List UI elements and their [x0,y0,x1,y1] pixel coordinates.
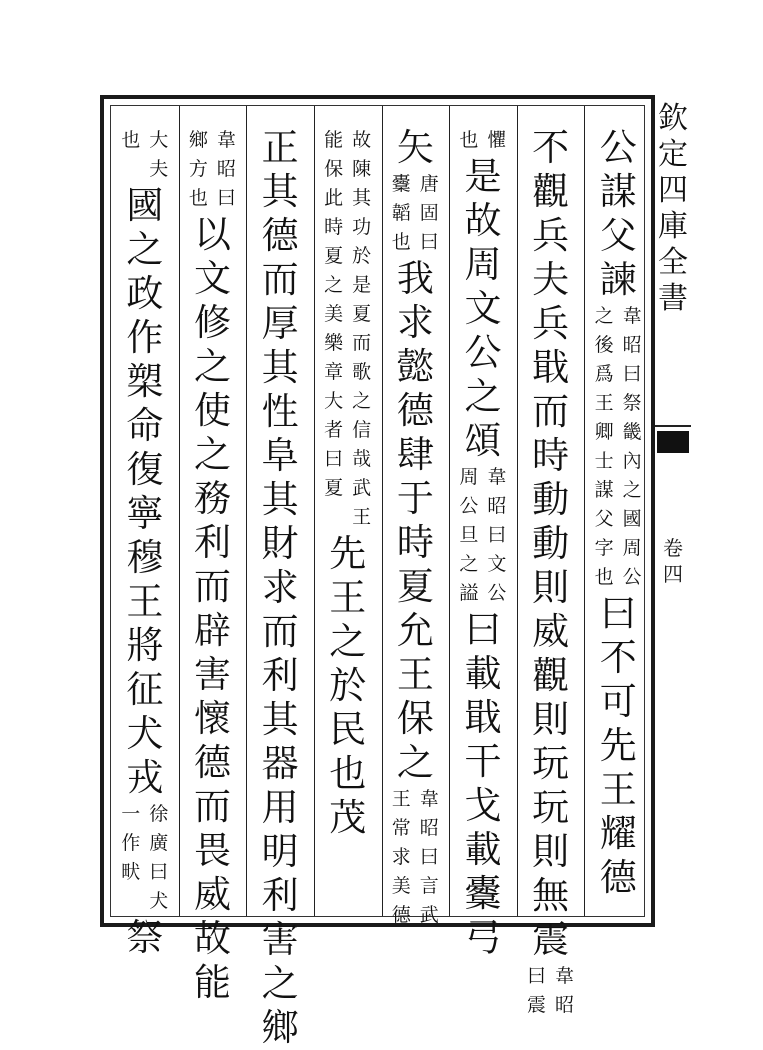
commentary-char: 哉 [352,448,372,470]
main-char: 用 [261,786,299,829]
main-char: 之 [126,228,164,271]
main-char: 文 [464,287,502,330]
commentary-char: 王 [594,392,614,414]
main-char: 不 [532,126,570,169]
main-char: 民 [329,708,367,751]
commentary-char: 常 [391,817,411,839]
commentary-char: 大 [324,390,344,412]
commentary-text [322,126,346,503]
commentary-char: 士 [594,450,614,472]
main-char: 祭 [126,916,164,959]
margin-title-char: 全 [658,245,688,280]
main-char: 動 [532,478,570,521]
commentary-char: 內 [622,450,642,472]
main-char: 懿 [396,345,434,388]
main-char: 而 [261,610,299,653]
commentary-char: 夫 [149,158,169,180]
commentary-char: 後 [594,334,614,356]
margin-title-char: 四 [658,173,688,208]
main-char: 德 [599,856,637,899]
main-char: 而 [193,785,231,828]
commentary-char: 祭 [622,392,642,414]
main-char: 務 [193,477,231,520]
commentary-char: 曰 [324,448,344,470]
column-rule [179,106,180,916]
main-char: 而 [532,390,570,433]
commentary-text [485,126,509,155]
main-char: 求 [261,566,299,609]
main-char: 王 [396,653,434,696]
commentary-char: 犬 [149,890,169,912]
commentary-char: 曰 [149,861,169,883]
commentary-char: 武 [419,904,439,926]
commentary-char: 能 [324,129,344,151]
main-text [123,916,167,960]
commentary-char: 韋 [419,788,439,810]
main-char: 德 [261,214,299,257]
main-char: 櫜 [464,872,502,915]
main-char: 載 [464,652,502,695]
main-char: 威 [532,610,570,653]
main-char: 允 [396,609,434,652]
main-char: 器 [261,742,299,785]
commentary-char: 夏 [324,477,344,499]
main-text [461,155,505,463]
margin-juan-char: 卷 [663,536,683,560]
commentary-char: 章 [324,361,344,383]
main-char: 穆 [126,536,164,579]
commentary-text [350,126,374,532]
commentary-char: 曰 [487,524,507,546]
main-char: 動 [532,522,570,565]
main-text [393,257,437,785]
main-char: 畏 [193,829,231,872]
commentary-char: 信 [352,419,372,441]
commentary-char: 王 [391,788,411,810]
main-char: 其 [261,698,299,741]
main-char: 王 [126,580,164,623]
commentary-char: 曰 [527,965,547,987]
text-column [252,106,308,1049]
commentary-char: 周 [459,466,479,488]
main-char: 而 [261,258,299,301]
commentary-char: 此 [324,187,344,209]
main-char: 耀 [599,812,637,855]
margin-title-char: 定 [658,137,688,172]
commentary-char: 父 [594,508,614,530]
commentary-text [389,785,413,930]
column-rule [584,106,585,916]
main-char: 之 [464,375,502,418]
margin-juan-char: 四 [663,562,683,586]
main-text [596,126,640,302]
main-char: 修 [193,301,231,344]
main-text [393,126,437,170]
commentary-char: 謚 [459,582,479,604]
main-char: 先 [599,724,637,767]
main-char: 犬 [126,712,164,755]
commentary-char: 徐 [149,803,169,825]
main-char: 無 [532,874,570,917]
commentary-char: 也 [594,566,614,588]
column-rule [246,106,247,916]
main-char: 玩 [532,742,570,785]
main-char: 保 [396,697,434,740]
commentary-char: 卿 [594,421,614,443]
main-char: 利 [261,874,299,917]
main-text [461,608,505,960]
margin-title [655,101,691,317]
commentary-char: 韋 [216,129,236,151]
main-char: 戎 [126,756,164,799]
commentary-text [147,126,171,184]
main-char: 故 [464,199,502,242]
commentary-text [119,126,143,155]
main-char: 其 [261,170,299,213]
commentary-text [525,962,549,1020]
commentary-char: 昭 [622,334,642,356]
commentary-char: 作 [121,832,141,854]
main-char: 之 [193,433,231,476]
main-text [596,592,640,900]
main-char: 正 [261,126,299,169]
commentary-char: 謀 [594,479,614,501]
main-char: 頌 [464,419,502,462]
main-char: 復 [126,448,164,491]
commentary-text [147,800,171,916]
main-char: 王 [329,576,367,619]
text-column [117,106,173,959]
commentary-text [457,126,481,155]
commentary-char: 時 [324,216,344,238]
commentary-char: 王 [352,506,372,528]
fishtail-mark [657,431,689,453]
main-char: 征 [126,668,164,711]
margin-title-char: 庫 [658,209,688,244]
main-char: 國 [126,184,164,227]
commentary-text [186,126,210,213]
main-char: 命 [126,404,164,447]
commentary-char: 櫜 [391,173,411,195]
main-char: 明 [261,830,299,873]
main-char: 性 [261,390,299,433]
main-char: 之 [193,345,231,388]
main-char: 時 [396,521,434,564]
commentary-char: 保 [324,158,344,180]
commentary-char: 昭 [487,495,507,517]
commentary-char: 文 [487,553,507,575]
commentary-text [457,463,481,608]
main-char: 政 [126,272,164,315]
commentary-char: 夏 [324,245,344,267]
main-text [326,532,370,840]
commentary-char: 是 [352,274,372,296]
main-char: 先 [329,532,367,575]
main-char: 王 [599,768,637,811]
commentary-char: 求 [391,846,411,868]
commentary-char: 懼 [487,129,507,151]
commentary-text [389,170,413,257]
commentary-char: 曰 [622,363,642,385]
main-char: 戢 [464,696,502,739]
commentary-char: 一 [121,803,141,825]
main-char: 則 [532,566,570,609]
main-char: 懷 [193,697,231,740]
main-char: 財 [261,522,299,565]
text-column [523,106,579,1016]
main-char: 夫 [532,258,570,301]
main-char: 之 [261,962,299,1005]
commentary-char: 其 [352,187,372,209]
commentary-char: 周 [622,537,642,559]
main-char: 其 [261,478,299,521]
commentary-char: 字 [594,537,614,559]
commentary-char: 也 [459,129,479,151]
main-char: 而 [193,565,231,608]
main-char: 玩 [532,786,570,829]
commentary-char: 畿 [622,421,642,443]
main-char: 其 [261,346,299,389]
commentary-char: 曰 [419,846,439,868]
commentary-text [214,126,238,213]
commentary-char: 而 [352,332,372,354]
commentary-char: 鄉 [188,129,208,151]
main-char: 震 [532,918,570,961]
page-margin [655,95,695,927]
main-char: 也 [329,752,367,795]
commentary-char: 公 [459,495,479,517]
main-char: 害 [261,918,299,961]
commentary-char: 德 [391,904,411,926]
main-char: 諫 [599,258,637,301]
commentary-char: 爲 [594,363,614,385]
commentary-char: 之 [622,479,642,501]
main-char: 鄉 [261,1006,299,1049]
margin-juan [661,535,685,587]
main-char: 德 [396,389,434,432]
main-char: 於 [329,664,367,707]
margin-divider [655,425,691,427]
main-char: 兵 [532,214,570,257]
commentary-char: 言 [419,875,439,897]
main-char: 則 [532,698,570,741]
main-char: 觀 [532,170,570,213]
commentary-char: 昭 [419,817,439,839]
commentary-char: 唐 [419,173,439,195]
main-char: 弓 [464,916,502,959]
commentary-char: 之 [324,274,344,296]
main-char: 肆 [396,433,434,476]
main-char: 阜 [261,434,299,477]
commentary-text [417,785,441,930]
text-column [590,106,646,916]
main-char: 害 [193,653,231,696]
main-char: 曰 [464,608,502,651]
main-char: 厚 [261,302,299,345]
text-column [387,106,443,926]
main-char: 辟 [193,609,231,652]
main-text [123,184,167,800]
commentary-char: 之 [459,553,479,575]
commentary-char: 之 [594,305,614,327]
commentary-char: 廣 [149,832,169,854]
commentary-char: 國 [622,508,642,530]
main-char: 之 [329,620,367,663]
main-char: 可 [599,680,637,723]
main-char: 文 [193,257,231,300]
main-char: 利 [261,654,299,697]
main-char: 干 [464,740,502,783]
commentary-char: 歌 [352,361,372,383]
main-char: 求 [396,301,434,344]
commentary-char: 也 [391,231,411,253]
text-frame [100,95,655,1049]
main-char: 曰 [599,592,637,635]
margin-title-char: 書 [658,281,688,316]
main-text [190,213,234,1005]
commentary-char: 美 [391,875,411,897]
commentary-char: 武 [352,477,372,499]
main-char: 威 [193,873,231,916]
main-char: 寧 [126,492,164,535]
text-column [184,106,240,1004]
main-char: 戈 [464,784,502,827]
main-char: 德 [193,741,231,784]
main-char: 則 [532,830,570,873]
main-char: 觀 [532,654,570,697]
commentary-text [417,170,441,257]
column-rule [517,106,518,916]
commentary-char: 美 [324,303,344,325]
commentary-char: 陳 [352,158,372,180]
main-text [529,126,573,962]
main-char: 使 [193,389,231,432]
text-column [320,106,376,916]
commentary-char: 於 [352,245,372,267]
commentary-char: 韋 [622,305,642,327]
commentary-char: 固 [419,202,439,224]
commentary-char: 者 [324,419,344,441]
commentary-char: 曰 [419,231,439,253]
main-char: 槊 [126,360,164,403]
main-char: 時 [532,434,570,477]
commentary-char: 昭 [555,994,575,1016]
text-frame-inner [110,105,645,1049]
main-char: 戢 [532,346,570,389]
main-char: 之 [396,741,434,784]
main-char: 以 [193,213,231,256]
commentary-char: 之 [352,390,372,412]
commentary-char: 公 [487,582,507,604]
main-char: 周 [464,243,502,286]
main-char: 我 [396,257,434,300]
commentary-char: 功 [352,216,372,238]
main-char: 將 [126,624,164,667]
main-char: 故 [193,917,231,960]
commentary-text [592,302,616,592]
commentary-text [553,962,577,1020]
main-char: 矢 [396,126,434,169]
main-char: 不 [599,636,637,679]
main-char: 能 [193,961,231,1004]
column-rule [449,106,450,916]
main-char: 載 [464,828,502,871]
commentary-char: 曰 [216,187,236,209]
commentary-char: 公 [622,566,642,588]
commentary-char: 旦 [459,524,479,546]
commentary-text [620,302,644,592]
main-char: 公 [464,331,502,374]
commentary-text [119,800,143,887]
commentary-char: 也 [188,187,208,209]
main-char: 謀 [599,170,637,213]
commentary-char: 方 [188,158,208,180]
commentary-text [485,463,509,608]
main-char: 利 [193,521,231,564]
commentary-char: 韋 [487,466,507,488]
main-char: 是 [464,155,502,198]
commentary-char: 故 [352,129,372,151]
commentary-char: 昭 [216,158,236,180]
column-rule [382,106,383,916]
main-char: 于 [396,477,434,520]
commentary-char: 韋 [555,965,575,987]
commentary-char: 震 [527,994,547,1016]
commentary-char: 韜 [391,202,411,224]
main-char: 作 [126,316,164,359]
main-char: 公 [599,126,637,169]
commentary-char: 畎 [121,861,141,883]
main-char: 兵 [532,302,570,345]
commentary-char: 夏 [352,303,372,325]
main-char: 茂 [329,796,367,839]
margin-title-char: 欽 [658,101,688,136]
main-char: 父 [599,214,637,257]
commentary-char: 大 [149,129,169,151]
text-column [455,106,511,959]
commentary-char: 也 [121,129,141,151]
main-text [258,126,302,1050]
main-char: 夏 [396,565,434,608]
commentary-char: 樂 [324,332,344,354]
column-rule [314,106,315,916]
